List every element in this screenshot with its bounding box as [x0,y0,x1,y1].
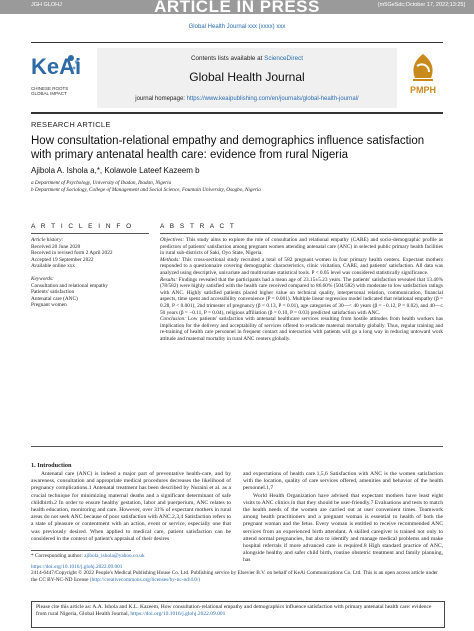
affiliations [31,180,443,194]
contents-line [97,55,397,62]
sciencedirect-link[interactable]: ScienceDirect [264,55,303,62]
corresponding-author [31,553,443,560]
journal-reference-link[interactable]: Global Health Journal xxx (xxxx) xxx [188,24,286,30]
citation-doi-link[interactable]: https://doi.org/10.1016/j.glohj.2022.09.001 [130,611,226,617]
results-label: Results: [160,276,178,283]
abstract-rule [160,233,443,234]
copyright-notice [31,570,443,583]
pmph-logo-icon [403,48,443,108]
affiliation-a: a Department of Psychology, University of Ibadan, Ibadan, Nigeria [31,180,172,186]
homepage-prefix: journal homepage: [135,96,187,102]
article-info [31,237,149,309]
copyright-text: 2414-6447/Copyright © 2022 People's Medical Publishing House Co. Ltd. Publishing service by Elsevier B.V. on behalf of KeAi Communications Co. Ltd. This is an open access article under the CC BY-NC-ND license [31,570,438,583]
abstract-body [160,237,443,343]
methods-text: This cross-sectional study recruited a total of 582 pregnant women in four primary health centers. Expectant mothers responded to a questionnaire covering demographic characteristics, clinic visitation, CARE, and patients' satisfaction. All data was analyzed using descriptive, univariate and multivariate statistical tools. P < 0.05 level was considered statistically significance. [160,256,443,276]
abstract-objectives [160,237,443,257]
citation-body: Please cite this article as: A.A. Ishola and K.L. Kazeem, How consultation-relational empathy and demographics influence satisfaction with primary antenatal health care: evidence from rural Nigeria, Global Health Journal, [36,604,432,617]
keyword: Pregnant women [31,302,67,309]
footnote-rule [31,550,131,551]
article-info-rule [31,233,149,234]
introduction-heading: 1. Introduction [31,462,72,469]
conclusion-label: Conclusion: [160,316,186,323]
methods-label: Methods: [160,256,181,263]
affiliation-b: b Department of Sociology, College of Management and Social Science, Fountain University, Osogbo, Nigeria [31,187,261,193]
keai-tagline-line2: GLOBAL IMPACT [31,91,67,96]
journal-title: Global Health Journal [189,70,305,84]
citation-text [36,604,438,618]
objectives-label: Objectives: [160,237,185,243]
author-email-link[interactable]: ajibola_ishola@yahoo.co.uk [84,553,145,559]
history-item: Accepted 19 September 2022 [31,256,94,263]
article-type: RESEARCH ARTICLE [31,120,111,129]
body-column-left [31,471,231,543]
article-in-press-label: ARTICLE IN PRESS [154,0,320,16]
keai-wordmark: KeAi [31,54,82,79]
history-label: Article history: [31,237,64,243]
journal-homepage-link[interactable]: https://www.keaipublishing.com/en/journals/global-health-journal/ [186,96,359,102]
objectives-text: This study aims to explore the role of consultation and relational empathy (CARE) and socio-demographic profile as predictors of patients' satisfaction among pregnant women attending antenatal care (ANC) in selected public primary health facilities in rural sub-districts of Saki, Oyo State, Nigeria. [160,237,444,257]
header-rule-bottom [31,112,443,114]
keyword: Consultation and relational empathy [31,282,108,289]
intro-paragraph: World Health Organization have advised that expectant mothers have least eight visits to ANC clinics in that they should be user-friendly.7 Evaluations and tests to match the health needs of the women are carried out at user convenient times. Teamwork among health practitioners and a pregnant woman is essential to health of both the pregnant woman and the fetus. Every woman is entitled to receive recommended ANC services from an experienced birth attendant. A skilled caregiver is trained not only to attend normal pregnancies, but also to identify and manage medical problems and make hospital referrals if more advanced care is required.8 High standard practice of ANC, alongside healthy and safer child birth, routine obstetric treatment and family planning, has [243,492,443,564]
pmph-logo [403,48,443,108]
keyword: Antenatal care (ANC) [31,295,78,302]
footnote [31,553,443,583]
results-text: Findings revealed that the participants had a mean age of 23.15±5.23 years. The patients' satisfaction revealed that 13.40% (78/582) were highly satisfied with the health care received compared to 86.60% (504/582) with moderate to low satisfaction ratings with ANC. Highly satisfied patients placed higher value on technical quality, interpersonal relation, communication, financial aspects, time spent and accessibility convenience (P = 0.001). Multiple linear regression model indicated that relational empathy (β = 0.28, P < 0.001), 2nd trimester of pregnancy (β = 0.13, P = 0.01), age categories of 30—< 40 years (β = −0.12, P = 0.02), and 40—≤ 50 years (β = −0.11, P = 0.04), religious affiliation (β = 0.10, P = 0.03) predicted satisfaction with ANC. [160,276,443,316]
keyword: Patients' satisfaction [31,289,75,296]
journal-code: JGH GLOHJ [31,2,62,8]
article-info-heading: A R T I C L E I N F O [31,223,134,230]
abstract-methods [160,257,443,277]
doi-link[interactable]: https://doi.org/10.1016/j.glohj.2022.09.001 [31,563,123,570]
pmph-text: PMPH [409,85,437,95]
header-rule-top [31,42,443,43]
history-item: Received in revised form 2 April 2022 [31,250,113,257]
license-link[interactable]: (http://creativecommons.org/licenses/by-nc-nd/4.0/) [89,576,201,583]
contents-prefix: Contents lists available at [190,55,265,62]
intro-paragraph: Antenatal care (ANC) is indeed a major part of preventative health-care, and by awareness, consultation and appropriate medical procedures decreases the likelihood of pregnancy complications.1 Antenatal treatment has been described by Nuraini et al. as a crucial technique for minimizing maternal deaths and a significant determinant of safe childbirth.2 In order to ensure healthy gestation, labor and puerperium, ANC relates to health education, monitoring and care. However, over 31% of expectant mothers in rural areas do not seek ANC because of poor satisfaction with ANC.2,3,4 Satisfaction refers to a state of pleasure or contentment with an action, event or service, especially one that was previously desired. When applied to medical care, patient satisfaction can be considered in the context of patient's appraisal of their desires [31,471,231,542]
body-column-right [243,471,443,565]
keai-tagline-line1: CHINESE ROOTS [31,86,69,91]
intro-paragraph: and expectations of health care.1,5,6 Satisfaction with ANC is the women satisfaction with the location, quality of care services offered, amenities and behavior of the health personnel.1,7 [243,471,443,492]
abstract-bottom-rule [31,446,443,447]
journal-homepage-line [97,96,397,102]
article-title: How consultation-relational empathy and demographics influence satisfaction with primary antenatal health care: evidence from rural Nigeria [31,135,425,161]
abstract-results [160,277,443,317]
author-list: Ajibola A. Ishola a,*, Kolawole Lateef Kazeem b [31,166,200,175]
history-item: Received 20 June 2020 [31,243,81,250]
keywords-label: Keywords: [31,275,54,282]
history-item: Available online xxx [31,263,76,270]
abstract-conclusion [160,316,443,342]
keai-tagline [31,86,91,96]
corresponding-label: * Corresponding author: [31,553,85,559]
conclusion-text: Low patients' satisfaction with antenatal healthcare services resulting from hostile attitudes from health workers has implication for the delivery and acceptability of services offered to eradicate maternal mortality globally. Thus, regular training and re-training of health care personnel in frequent contact and interaction with patients will go a long way in reducing untoward work attitude and maternal mortality in rural ANC centers globally. [160,316,443,342]
article-stamp: [m5GeSdc;October 17, 2022;13:25] [378,2,465,8]
abstract-heading: A B S T R A C T [160,223,236,230]
